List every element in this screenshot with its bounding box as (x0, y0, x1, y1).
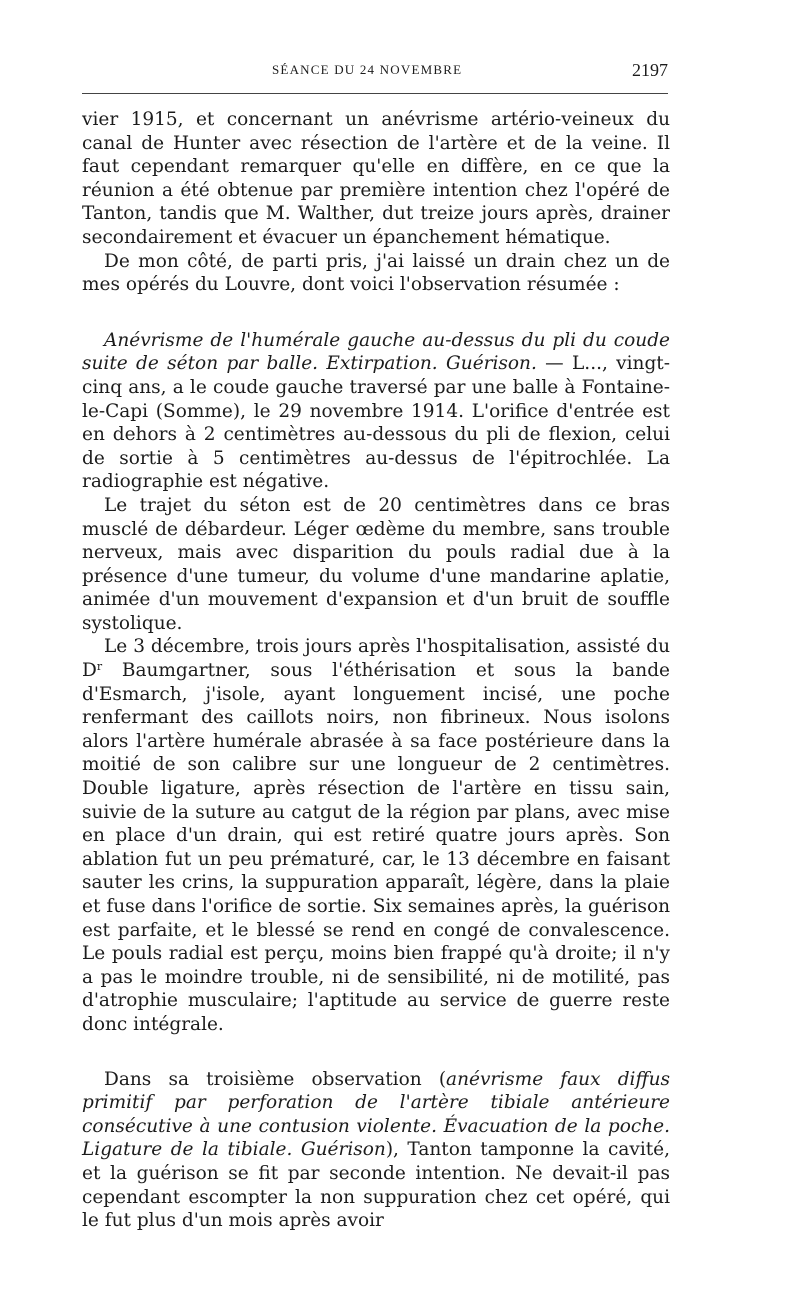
observation-paragraph (82, 329, 670, 494)
paragraph-6-lead: Dans sa troisième observation ( (104, 1068, 447, 1090)
paragraph-6 (82, 1068, 670, 1233)
observation-title: Anévrisme de l'humérale gauche au-dessus du pli du coude suite de séton par balle. Extirpation. Guérison. (82, 329, 670, 375)
paragraph-2: De mon côté, de parti pris, j'ai laissé un drain chez un de mes opérés du Louvre, dont voici l'observation résumée : (82, 250, 670, 296)
body-text (82, 108, 670, 1233)
paragraph-5-lead: Le 3 décembre, trois jours après l'hospitalisation, assisté du D (82, 636, 670, 682)
paragraph-6-rest: ), Tanton tamponne la cavité, et la guérison se fit par seconde intention. Ne devait-il pas cependant escompter la non suppuration chez cet opéré, qui le fut plus d'un mois après avoir (82, 1139, 670, 1232)
page-number: 2197 (632, 60, 668, 80)
paragraph-4: Le trajet du séton est de 20 centimètres dans ce bras musclé de débardeur. Léger œdème du membre, sans trouble nerveux, mais avec disparition du pouls radial due à la présence d'une tumeur, du volume d'une mandarine aplatie, animée d'un mouvement d'expansion et d'un bruit de souffle systolique. (82, 494, 670, 634)
paragraph-6-italic: anévrisme faux diffus primitif par perforation de l'artère tibiale antérieure consécutive à une contusion violente. Évacuation de la poche. Ligature de la tibiale. Guérison (82, 1068, 670, 1161)
paragraph-1: vier 1915, et concernant un anévrisme artério-veineux du canal de Hunter avec résection de l'artère et de la veine. Il faut cependant remarquer qu'elle en diffère, en ce que la réunion a été obtenue par première intention chez l'opéré de Tanton, tandis que M. Walther, dut treize jours après, drainer secondairement et évacuer un épanchement hématique. (82, 109, 670, 248)
page-header (82, 60, 668, 86)
paragraph-5-rest: Baumgartner, sous l'éthérisation et sous la bande d'Esmarch, j'isole, ayant longuement incisé, une poche renfermant des caillots noirs, non fibrineux. Nous isolons alors l'artère humérale abrasée à sa face postérieure dans la moitié de son calibre sur une longueur de 2 centimètres. Double ligature, après résection de l'artère en tissu sain, suivie de la suture au catgut de la région par plans, avec mise en place d'un drain, qui est retiré quatre jours après. Son ablation fut un peu prématuré, car, le 13 décembre en faisant sauter les crins, la suppuration apparaît, légère, dans la plaie et fuse dans l'orifice de sortie. Six semaines après, la guérison est parfaite, et le blessé se rend en congé de convalescence. Le pouls radial est perçu, moins bien frappé qu'à droite; il n'y a pas le moindre trouble, ni de sensibilité, ni de motilité, pas d'atrophie musculaire; l'aptitude au service de guerre reste donc intégrale. (82, 660, 670, 1035)
superscript-r: r (96, 660, 103, 674)
running-title: SÉANCE DU 24 NOVEMBRE (272, 62, 463, 77)
observation-text: — L..., vingt-cinq ans, a le coude gauche traversé par une balle à Fontaine-le-Capi (Somme), le 29 novembre 1914. L'orifice d'entrée est en dehors à 2 centimètres au-dessous du pli de flexion, celui de sortie à 5 centimètres au-dessus de l'épitrochlée. La radiographie est négative. (82, 353, 670, 493)
paragraph-5 (82, 635, 670, 1036)
header-rule (82, 93, 668, 94)
